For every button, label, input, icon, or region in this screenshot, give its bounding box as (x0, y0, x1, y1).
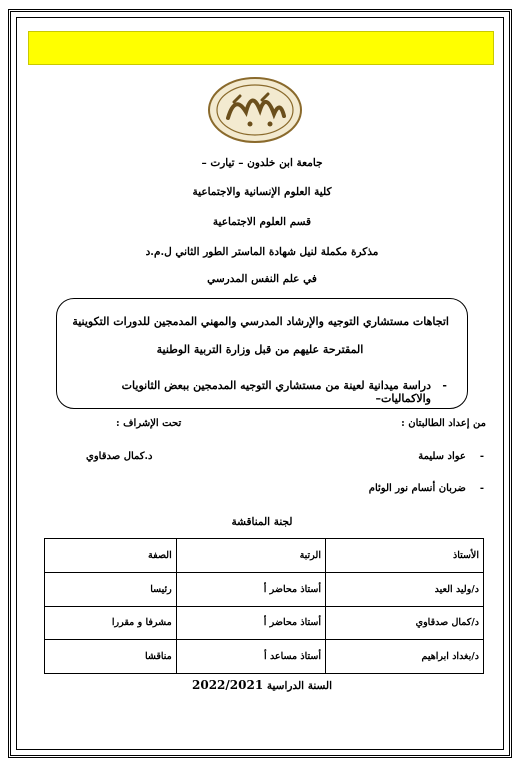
jury-member-name: د/وليد العيد (325, 572, 483, 606)
university-logo (200, 72, 310, 144)
student-1-name: عواد سليمة (418, 451, 466, 462)
university-name: جامعة ابن خلدون – تيارت – (201, 157, 323, 169)
table-row (45, 640, 484, 674)
jury-member-rank: أستاذ مساعد أ (176, 640, 325, 674)
student-2-name: ضربان أنسام نور الوئام (368, 483, 466, 494)
student-1: - عواد سليمة (418, 451, 484, 462)
jury-table-header (45, 539, 484, 573)
table-row (45, 572, 484, 606)
thesis-subtitle: دراسة ميدانية لعينة من مستشاري التوجيه المدمجين ببعض الثانويات والاكماليات– (121, 379, 431, 405)
header-rank: الرتبة (176, 539, 325, 573)
student-2: - ضربان أنسام نور الوئام (368, 483, 484, 494)
jury-member-name: د/بغداد ابراهيم (325, 640, 483, 674)
subtitle-dash: - (442, 379, 447, 392)
jury-member-rank: أستاذ محاضر أ (176, 606, 325, 640)
table-row (45, 606, 484, 640)
header-professor: الأستاذ (325, 539, 483, 573)
prepared-by-label: من إعداد الطالبتان : (401, 418, 486, 429)
header-role: الصفة (45, 539, 177, 573)
jury-table (44, 538, 484, 674)
faculty-name: كلية العلوم الإنسانية والاجتماعية (192, 186, 332, 198)
title-box (56, 298, 468, 409)
academic-year-value: 2022/2021 (192, 678, 264, 692)
thesis-note: مذكرة مكملة لنيل شهادة الماستر الطور الثاني ل.م.د (145, 246, 379, 258)
jury-member-role: مشرفا و مقررا (45, 606, 177, 640)
department-name: قسم العلوم الاجتماعية (212, 216, 312, 228)
jury-member-name: د/كمال صدقاوي (325, 606, 483, 640)
jury-title: لجنة المناقشة (231, 516, 293, 528)
jury-member-role: مناقشا (45, 640, 177, 674)
yellow-banner (28, 31, 494, 65)
thesis-title-line2: المقترحة عليهم من قبل وزارة التربية الوطنية (156, 343, 364, 356)
supervision-label: تحت الإشراف : (116, 418, 182, 429)
thesis-title-line1: اتجاهات مستشاري التوجيه والإرشاد المدرسي والمهني المدمجين للدورات التكوينية (72, 315, 449, 328)
academic-year-label: السنة الدراسية (266, 680, 332, 692)
jury-member-rank: أستاذ محاضر أ (176, 572, 325, 606)
supervisor-name: د.كمال صدقاوي (86, 451, 153, 462)
jury-member-role: رئيسا (45, 572, 177, 606)
academic-year (30, 678, 494, 692)
field-of-study: في علم النفس المدرسي (207, 273, 317, 285)
